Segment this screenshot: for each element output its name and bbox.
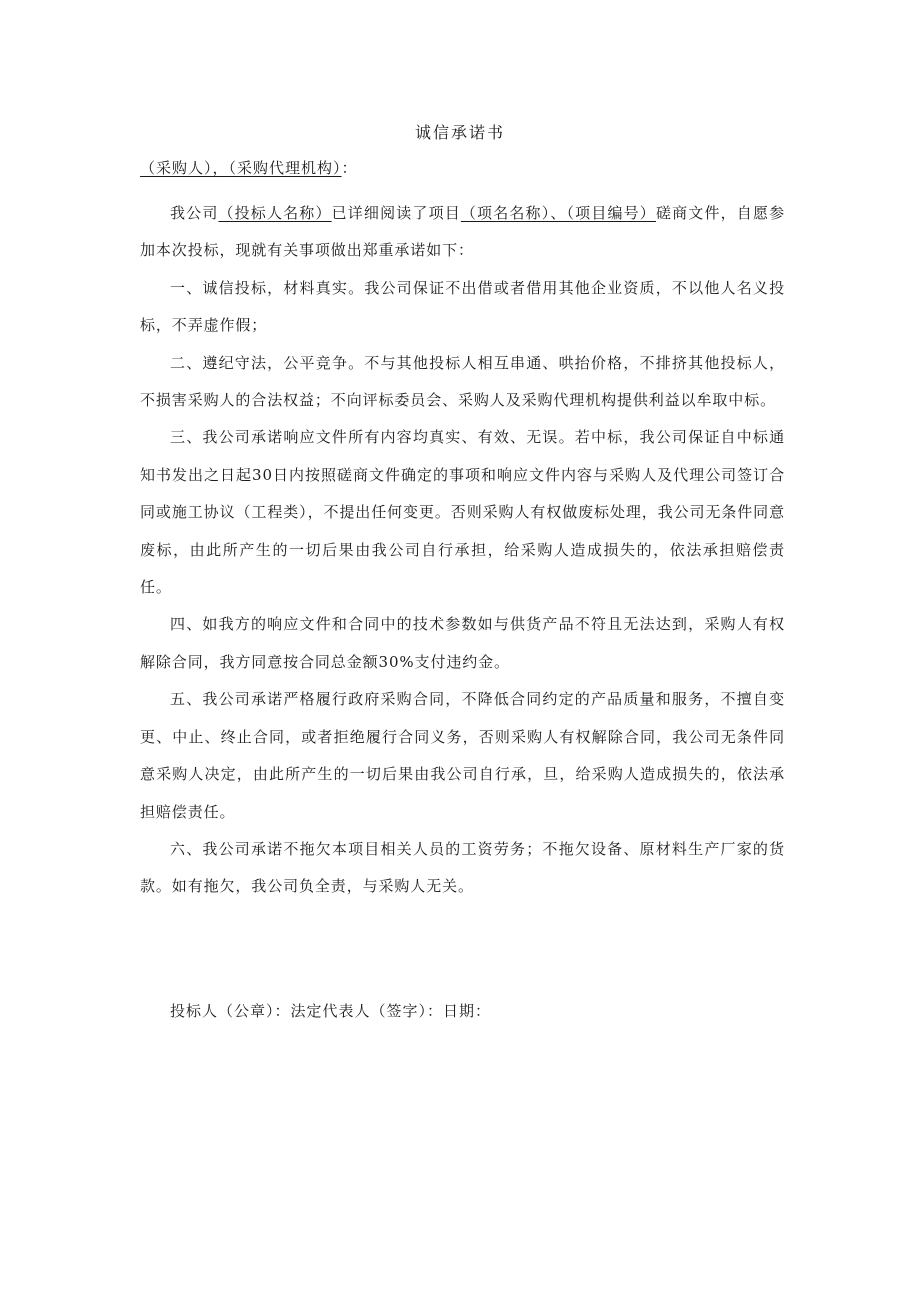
clause-2: 二、遵纪守法，公平竞争。不与其他投标人相互串通、哄抬价格，不排挤其他投标人，不损害采购人的合法权益；不向评标委员会、采购人及采购代理机构提供利益以牟取中标。 bbox=[140, 353, 785, 410]
clause-3: 三、我公司承诺响应文件所有内容均真实、有效、无误。若中标，我公司保证自中标通知书发出之日起30日内按照磋商文件确定的事项和响应文件内容与采购人及代理公司签订合同或施工协议（工程类），不提出任何变更。否则采购人有权做废标处理，我公司无条件同意废标，由此所产生的一切后果由我公司自行承担，给采购人造成损失的，依法承担赔偿责任。 bbox=[140, 428, 785, 597]
document-body bbox=[140, 195, 785, 906]
clause-1: 一、诚信投标，材料真实。我公司保证不出借或者借用其他企业资质，不以他人名义投标，不弄虚作假； bbox=[140, 278, 785, 335]
intro-text-1: 我公司 bbox=[170, 204, 219, 222]
clause-4: 四、如我方的响应文件和合同中的技术参数如与供货产品不符且无法达到，采购人有权解除合同，我方同意按合同总金额30%支付违约金。 bbox=[140, 615, 785, 671]
intro-paragraph bbox=[140, 195, 785, 270]
addressee-separator: ， bbox=[212, 159, 229, 177]
addressee-colon: ： bbox=[341, 159, 358, 177]
clause-5: 五、我公司承诺严格履行政府采购合同，不降低合同约定的产品质量和服务，不擅自变更、中止、终止合同，或者拒绝履行合同义务，否则采购人有权解除合同，我公司无条件同意采购人决定，由此所产生的一切后果由我公司自行承，旦，给采购人造成损失的，依法承担赔偿责任。 bbox=[140, 690, 785, 821]
signature-line: 投标人（公章）：法定代表人（签字）：日期： bbox=[170, 1002, 492, 1020]
purchaser-placeholder: （采购人） bbox=[140, 159, 213, 177]
agency-placeholder: （采购代理机构） bbox=[228, 159, 342, 177]
document-title: 诚信承诺书 bbox=[414, 123, 505, 142]
intro-text-2: 已详细阅读了项目 bbox=[331, 204, 461, 222]
addressee-line bbox=[140, 157, 358, 178]
project-name-placeholder: （项名名称）、（项目编号） bbox=[460, 204, 656, 222]
bidder-name-placeholder: （投标人名称） bbox=[218, 204, 332, 222]
clause-6: 六、我公司承诺不拖欠本项目相关人员的工资劳务；不拖欠设备、原材料生产厂家的货款。如有拖欠，我公司负全责，与采购人无关。 bbox=[140, 839, 785, 896]
intro-text-3: 磋商文件，自愿参加本次投标，现就有关事项做出郑重承诺如下： bbox=[140, 204, 786, 260]
